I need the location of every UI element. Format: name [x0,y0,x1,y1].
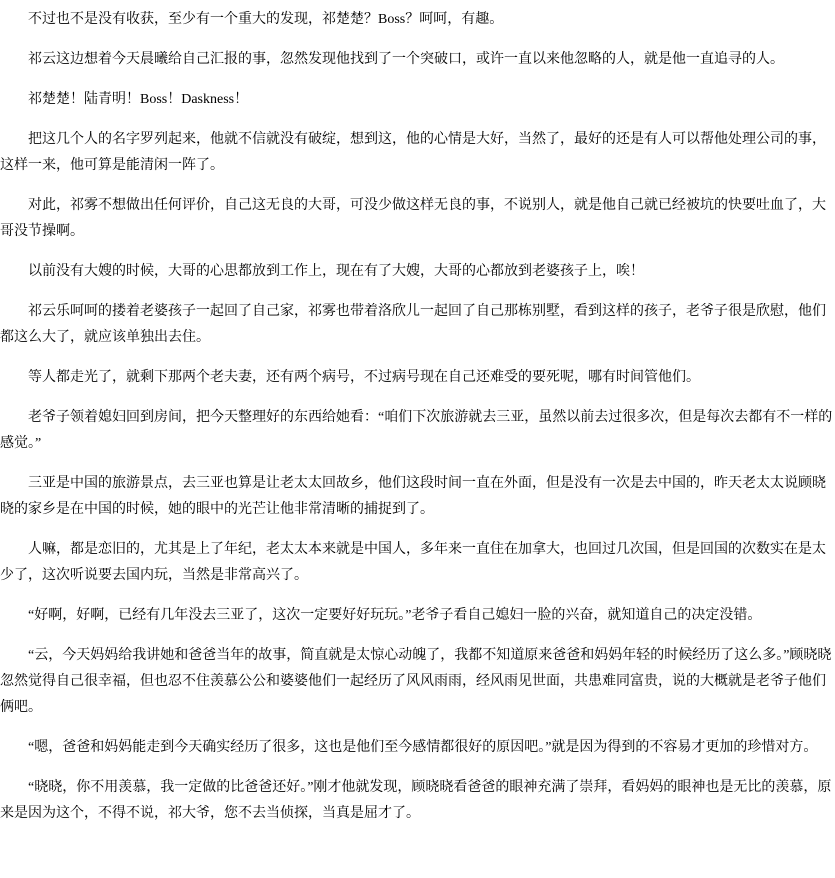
paragraph: “晓晓，你不用羡慕，我一定做的比爸爸还好。”刚才他就发现，顾晓晓看爸爸的眼神充满了崇拜，看妈妈的眼神也是无比的羡慕，原来是因为这个，不得不说，祁大爷，您不去当侦探，当真是屈才了。 [0,780,832,821]
paragraph: 对此，祁雾不想做出任何评价，自己这无良的大哥，可没少做这样无良的事，不说别人，就是他自己就已经被坑的快要吐血了，大哥没节操啊。 [0,198,826,239]
paragraph: “好啊，好啊，已经有几年没去三亚了，这次一定要好好玩玩。”老爷子看自己媳妇一脸的兴奋，就知道自己的决定没错。 [28,608,762,623]
paragraph: 以前没有大嫂的时候，大哥的心思都放到工作上，现在有了大嫂，大哥的心都放到老婆孩子上，唉！ [28,264,644,279]
paragraph: 不过也不是没有收获，至少有一个重大的发现，祁楚楚？Boss？呵呵，有趣。 [28,12,504,27]
paragraph: 把这几个人的名字罗列起来，他就不信就没有破绽，想到这，他的心情是大好，当然了，最好的还是有人可以帮他处理公司的事，这样一来，他可算是能清闲一阵了。 [0,132,826,173]
paragraph: 祁云这边想着今天晨曦给自己汇报的事，忽然发现他找到了一个突破口，或许一直以来他忽略的人，就是他一直追寻的人。 [28,52,784,67]
paragraph: 老爷子领着媳妇回到房间，把今天整理好的东西给她看：“咱们下次旅游就去三亚，虽然以前去过很多次，但是每次去都有不一样的感觉。” [0,410,833,451]
paragraph: “云，今天妈妈给我讲她和爸爸当年的故事，简直就是太惊心动魄了，我都不知道原来爸爸和妈妈年轻的时候经历了这么多。”顾晓晓忽然觉得自己很幸福，但也忍不住羡慕公公和婆婆他们一起经历了风风雨雨，经风雨见世面，共患难同富贵，说的大概就是老爷子他们俩吧。 [0,648,832,715]
paragraph: 三亚是中国的旅游景点，去三亚也算是让老太太回故乡，他们这段时间一直在外面，但是没有一次是去中国的，昨天老太太说顾晓晓的家乡是在中国的时候，她的眼中的光芒让他非常清晰的捕捉到了。 [0,476,826,517]
novel-page [0,7,835,827]
paragraph: 人嘛，都是恋旧的，尤其是上了年纪，老太太本来就是中国人，多年来一直住在加拿大，也回过几次国，但是回国的次数实在是太少了，这次听说要去国内玩，当然是非常高兴了。 [0,542,826,583]
paragraph: 祁云乐呵呵的搂着老婆孩子一起回了自己家，祁雾也带着洛欣儿一起回了自己那栋别墅，看到这样的孩子，老爷子很是欣慰，他们都这么大了，就应该单独出去住。 [0,304,826,345]
paragraph: 祁楚楚！陆青明！Boss！Daskness！ [28,92,249,107]
paragraph: “嗯，爸爸和妈妈能走到今天确实经历了很多，这也是他们至今感情都很好的原因吧。”就是因为得到的不容易才更加的珍惜对方。 [28,740,818,755]
paragraph: 等人都走光了，就剩下那两个老夫妻，还有两个病号，不过病号现在自己还难受的要死呢，哪有时间管他们。 [28,370,700,385]
